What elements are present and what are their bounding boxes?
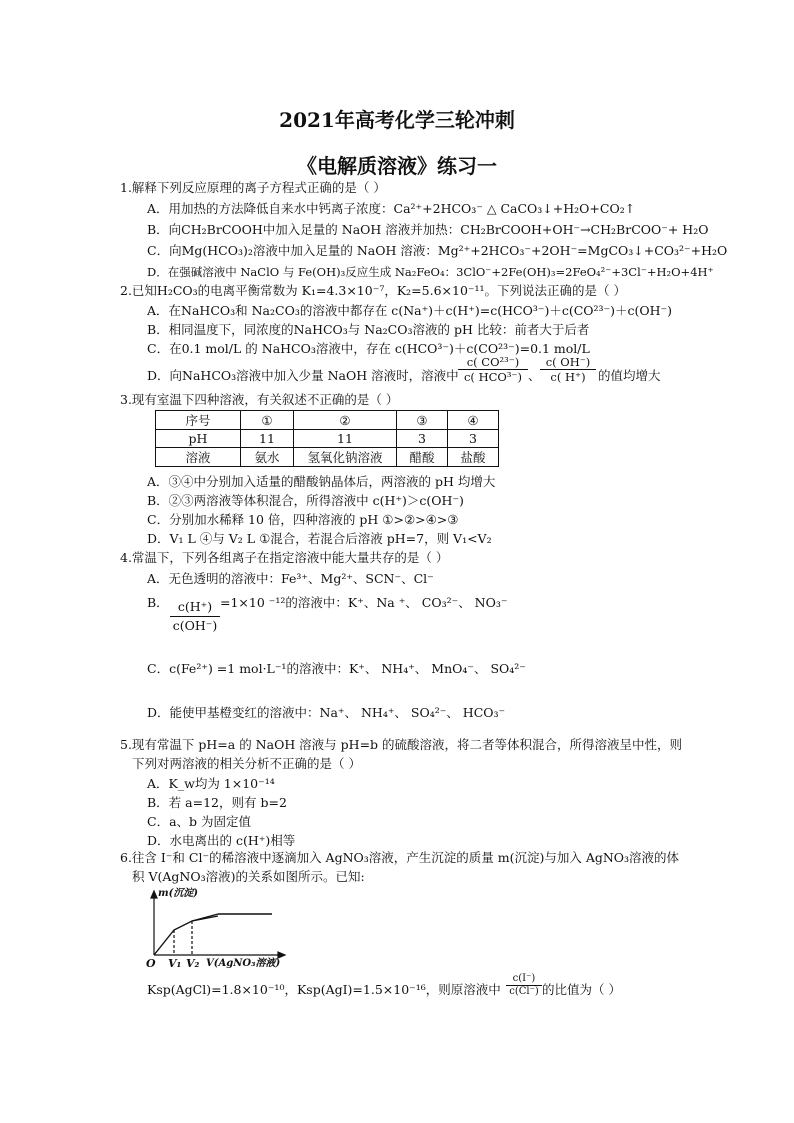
table-cell: 3 (448, 430, 499, 448)
table-row (156, 411, 499, 430)
page-title: 2021年高考化学三轮冲刺 (279, 108, 515, 132)
q4-option-b-label: B． (147, 595, 169, 610)
q6-ksp-text: Ksp(AgCl)=1.8×10⁻¹⁰，Ksp(AgI)=1.5×10⁻¹⁶，则原溶液中 (147, 982, 501, 997)
q4-option-d: D．能使甲基橙变红的溶液中：Na⁺、 NH₄⁺、 SO₄²⁻、 HCO₃⁻ (147, 705, 506, 720)
q4-option-b-text: =1×10 ⁻¹²的溶液中：K⁺、Na ⁺、 CO₃²⁻、 NO₃⁻ (220, 595, 508, 610)
table-cell: 溶液 (156, 448, 241, 467)
q3-option-b: B．②③两溶液等体积混合，所得溶液中 c(H⁺)＞c(OH⁻) (147, 493, 464, 508)
q1-stem: 1.解释下列反应原理的离子方程式正确的是（ ） (120, 180, 386, 195)
q6-ratio-den: c(Cl⁻) (506, 985, 542, 998)
q1-option-d: D．在强碱溶液中 NaClO 与 Fe(OH)₃反应生成 Na₂FeO₄：3ClO⁻+2Fe(OH)₃=2FeO₄²⁻+3Cl⁻+H₂O+4H⁺ (147, 265, 714, 279)
y-axis-arrow (151, 891, 157, 898)
q5-option-a: A．K_w均为 1×10⁻¹⁴ (147, 776, 275, 791)
q6-ratio-fraction (506, 973, 542, 998)
table-cell: 盐酸 (448, 448, 499, 467)
page-subtitle: 《电解质溶液》练习一 (297, 154, 497, 178)
q2-fraction-2-num: c( OH⁻) (545, 355, 591, 369)
q1-option-c: C．向Mg(HCO₃)₂溶液中加入足量的 NaOH 溶液：Mg²⁺+2HCO₃⁻+2OH⁻=MgCO₃↓+CO₃²⁻+H₂O (147, 243, 728, 258)
q5-option-b: B．若 a=12，则有 b=2 (147, 795, 287, 810)
q3-option-a: A．③④中分别加入适量的醋酸钠晶体后，两溶液的 pH 均增大 (147, 474, 496, 489)
graph-y-label: m(沉淀) (158, 888, 199, 899)
table-cell: ③ (397, 411, 448, 430)
q4-option-b-fraction (170, 598, 220, 635)
q2-option-a: A．在NaHCO₃和 Na₂CO₃的溶液中都存在 c(Na⁺)＋c(H⁺)=c(HCO³⁻)＋c(CO²³⁻)＋c(OH⁻) (147, 303, 673, 318)
q2-option-c: C．在0.1 mol/L 的 NaHCO₃溶液中，存在 c(HCO³⁻)＋c(CO²³⁻)=0.1 mol/L (147, 341, 590, 356)
q2-option-b: B．相同温度下，同浓度的NaHCO₃与 Na₂CO₃溶液的 pH 比较：前者大于后者 (147, 322, 590, 337)
curve-rising (154, 916, 218, 955)
q6-ratio-num: c(I⁻) (512, 973, 536, 984)
q3-option-d: D．V₁ L ④与 V₂ L ①混合，若混合后溶液 pH=7，则 V₁<V₂ (147, 531, 492, 546)
q3-table (155, 410, 499, 467)
table-cell: ① (241, 411, 294, 430)
table-row (156, 430, 499, 448)
q2-fraction-2 (540, 355, 596, 384)
table-row (156, 448, 499, 467)
q4-option-c: C．c(Fe²⁺) =1 mol·L⁻¹的溶液中：K⁺、 NH₄⁺、 MnO₄⁻、 SO₄²⁻ (147, 661, 526, 676)
graph-v2-label: V₂ (186, 957, 200, 970)
q5-stem-line1: 5.现有常温下 pH=a 的 NaOH 溶液与 pH=b 的硫酸溶液，将二者等体积混合，所得溶液呈中性，则 (120, 737, 683, 752)
q4-option-a: A．无色透明的溶液中：Fe³⁺、Mg²⁺、SCN⁻、Cl⁻ (147, 571, 434, 586)
table-cell: 11 (241, 430, 294, 448)
q4-fraction-den: c(OH⁻) (170, 616, 220, 635)
q4-fraction-num: c(H⁺) (177, 599, 213, 614)
table-cell: 醋酸 (397, 448, 448, 467)
q5-option-c: C．a、b 为固定值 (147, 814, 251, 829)
table-cell: ② (294, 411, 397, 430)
q1-option-a: A．用加热的方法降低自来水中钙离子浓度：Ca²⁺+2HCO₃⁻ △ CaCO₃↓+H₂O+CO₂↑ (147, 201, 636, 216)
graph-origin: O (146, 957, 156, 970)
table-cell: pH (156, 430, 241, 448)
table-cell: ④ (448, 411, 499, 430)
q2-fraction-2-den: c( H⁺) (540, 369, 596, 384)
q4-stem: 4.常温下，下列各组离子在指定溶液中能大量共存的是（ ） (120, 550, 449, 565)
q2-fraction-1-den: c( HCO³⁻) (458, 369, 528, 384)
q3-stem: 3.现有室温下四种溶液，有关叙述不正确的是（ ） (120, 392, 399, 407)
table-cell: 氢氧化钠溶液 (294, 448, 397, 467)
q6-stem-line2: 积 V(AgNO₃溶液)的关系如图所示。已知: (132, 869, 365, 884)
table-cell: 3 (397, 430, 448, 448)
q5-option-d: D．水电离出的 c(H⁺)相等 (147, 833, 296, 848)
q2-option-d-prefix: D．向NaHCO₃溶液中加入少量 NaOH 溶液时，溶液中 (147, 368, 459, 383)
table-cell: 11 (294, 430, 397, 448)
q2-fraction-1 (458, 355, 528, 384)
q5-stem-line2: 下列对两溶液的相关分析不正确的是（ ） (132, 756, 361, 771)
q2-fraction-1-num: c( CO²³⁻) (466, 355, 520, 369)
q3-option-c: C．分别加水稀释 10 倍，四种溶液的 pH ①>②>④>③ (147, 512, 459, 527)
q2-stem: 2.已知H₂CO₃的电离平衡常数为 K₁=4.3×10⁻⁷，K₂=5.6×10⁻¹¹。下列说法正确的是（ ） (120, 283, 627, 298)
q6-stem-line1: 6.往含 I⁻和 Cl⁻的稀溶液中逐滴加入 AgNO₃溶液，产生沉淀的质量 m(沉淀)与加入 AgNO₃溶液的体 (120, 850, 680, 865)
table-cell: 氨水 (241, 448, 294, 467)
curve-upper (192, 914, 218, 921)
q2-option-d-suffix: 的值均增大 (598, 368, 661, 383)
graph-x-label: V(AgNO₃溶液) (206, 958, 281, 969)
q6-ksp-suffix: 的比值为（ ） (542, 982, 621, 997)
graph-v1-label: V₁ (168, 957, 182, 970)
q1-option-b: B．向CH₂BrCOOH中加入足量的 NaOH 溶液并加热：CH₂BrCOOH+OH⁻→CH₂BrCOO⁻+ H₂O (147, 222, 709, 237)
table-cell: 序号 (156, 411, 241, 430)
q2-separator: 、 (528, 368, 541, 383)
